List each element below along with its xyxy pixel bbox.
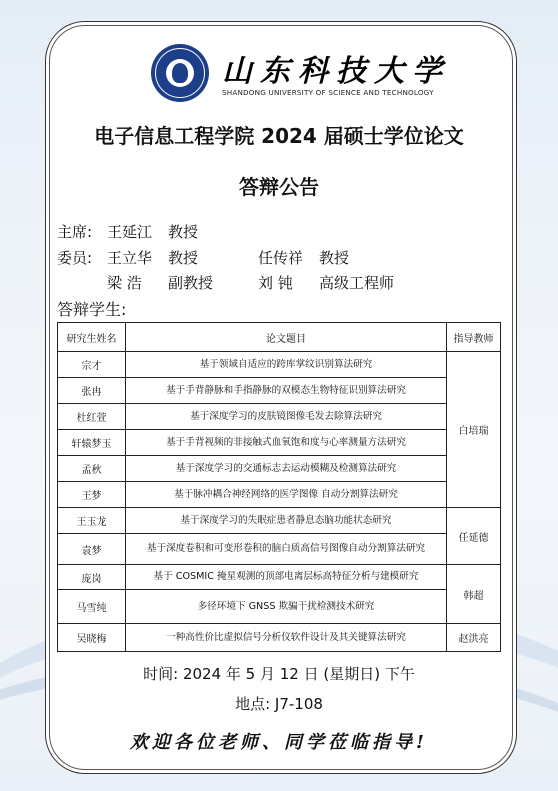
thesis-topic: 基于领域自适应的跨库掌纹识别算法研究: [126, 352, 447, 378]
thesis-topic: 基于手背视频的非接触式血氧饱和度与心率测量方法研究: [126, 430, 447, 456]
table-row: [58, 482, 501, 508]
thesis-topic: 一种高性价比虚拟信号分析仪软件设计及其关键算法研究: [126, 624, 447, 652]
student-name: 孟秋: [58, 456, 126, 482]
thesis-topic: 多径环境下 GNSS 欺骗干扰检测技术研究: [126, 590, 447, 624]
advisor-name: 白培瑞: [447, 352, 501, 508]
student-name: 张冉: [58, 378, 126, 404]
university-seal-icon: [151, 44, 209, 102]
page-title: 电子信息工程学院 2024 届硕士学位论文: [94, 124, 464, 148]
page-subtitle: 答辩公告: [239, 175, 319, 199]
advisor-name: 赵洪亮: [447, 624, 501, 652]
students-label: 答辩学生:: [57, 300, 127, 319]
student-name: 庞岗: [58, 565, 126, 590]
table-row: [58, 430, 501, 456]
table-row: [58, 352, 501, 378]
thesis-topic: 基于脉冲耦合神经网络的医学图像 自动分割算法研究: [126, 482, 447, 508]
student-name: 轩辕梦玉: [58, 430, 126, 456]
chair-label: 主席:: [57, 223, 93, 241]
university-name-cn: 山东科技大学: [222, 54, 450, 89]
member-name: 梁 浩: [107, 274, 142, 292]
table-row: [58, 456, 501, 482]
welcome-message: 欢迎各位老师、同学莅临指导!: [130, 732, 428, 753]
student-name: 宗才: [58, 352, 126, 378]
defense-table: [57, 322, 501, 652]
advisor-name: 韩超: [447, 565, 501, 624]
member-name: 任传祥: [258, 249, 304, 267]
members-label: 委员:: [57, 249, 93, 267]
table-row: [58, 378, 501, 404]
chair-name: 王延江: [107, 223, 153, 241]
table-row: [58, 534, 501, 565]
thesis-topic: 基于深度学习的皮肤镜图像毛发去除算法研究: [126, 404, 447, 430]
defense-time: 时间: 2024 年 5 月 12 日 (星期日) 下午: [143, 665, 415, 683]
student-name: 袁梦: [58, 534, 126, 565]
column-header-student: 研究生姓名: [58, 323, 126, 352]
table-row: [58, 404, 501, 430]
student-name: 马雪纯: [58, 590, 126, 624]
table-row: [58, 624, 501, 652]
member-title: 副教授: [168, 274, 214, 292]
defense-location: 地点: J7-108: [235, 695, 323, 713]
table-row: [58, 590, 501, 624]
member-name: 王立华: [107, 249, 153, 267]
column-header-advisor: 指导教师: [447, 323, 501, 352]
thesis-topic: 基于深度学习的交通标志去运动模糊及检测算法研究: [126, 456, 447, 482]
advisor-name: 任延德: [447, 508, 501, 565]
student-name: 王梦: [58, 482, 126, 508]
student-name: 王玉龙: [58, 508, 126, 534]
university-name-en: SHANDONG UNIVERSITY OF SCIENCE AND TECHNOLOGY: [222, 88, 434, 97]
thesis-topic: 基于深度学习的失眠症患者静息态脑功能状态研究: [126, 508, 447, 534]
thesis-topic: 基于 COSMIC 掩星观测的顶部电离层标高特征分析与建模研究: [126, 565, 447, 590]
chair-title: 教授: [168, 223, 199, 241]
member-name: 刘 钝: [258, 274, 293, 292]
column-header-topic: 论文题目: [126, 323, 447, 352]
table-row: [58, 508, 501, 534]
student-name: 杜红萱: [58, 404, 126, 430]
member-title: 教授: [319, 249, 350, 267]
table-row: [58, 565, 501, 590]
member-title: 高级工程师: [319, 274, 395, 292]
student-name: 吴晓梅: [58, 624, 126, 652]
member-title: 教授: [168, 249, 199, 267]
thesis-topic: 基于手背静脉和手指静脉的双模态生物特征识别算法研究: [126, 378, 447, 404]
table-header-row: [58, 323, 501, 352]
thesis-topic: 基于深度卷积和可变形卷积的脑白质高信号图像自动分割算法研究: [126, 534, 447, 565]
